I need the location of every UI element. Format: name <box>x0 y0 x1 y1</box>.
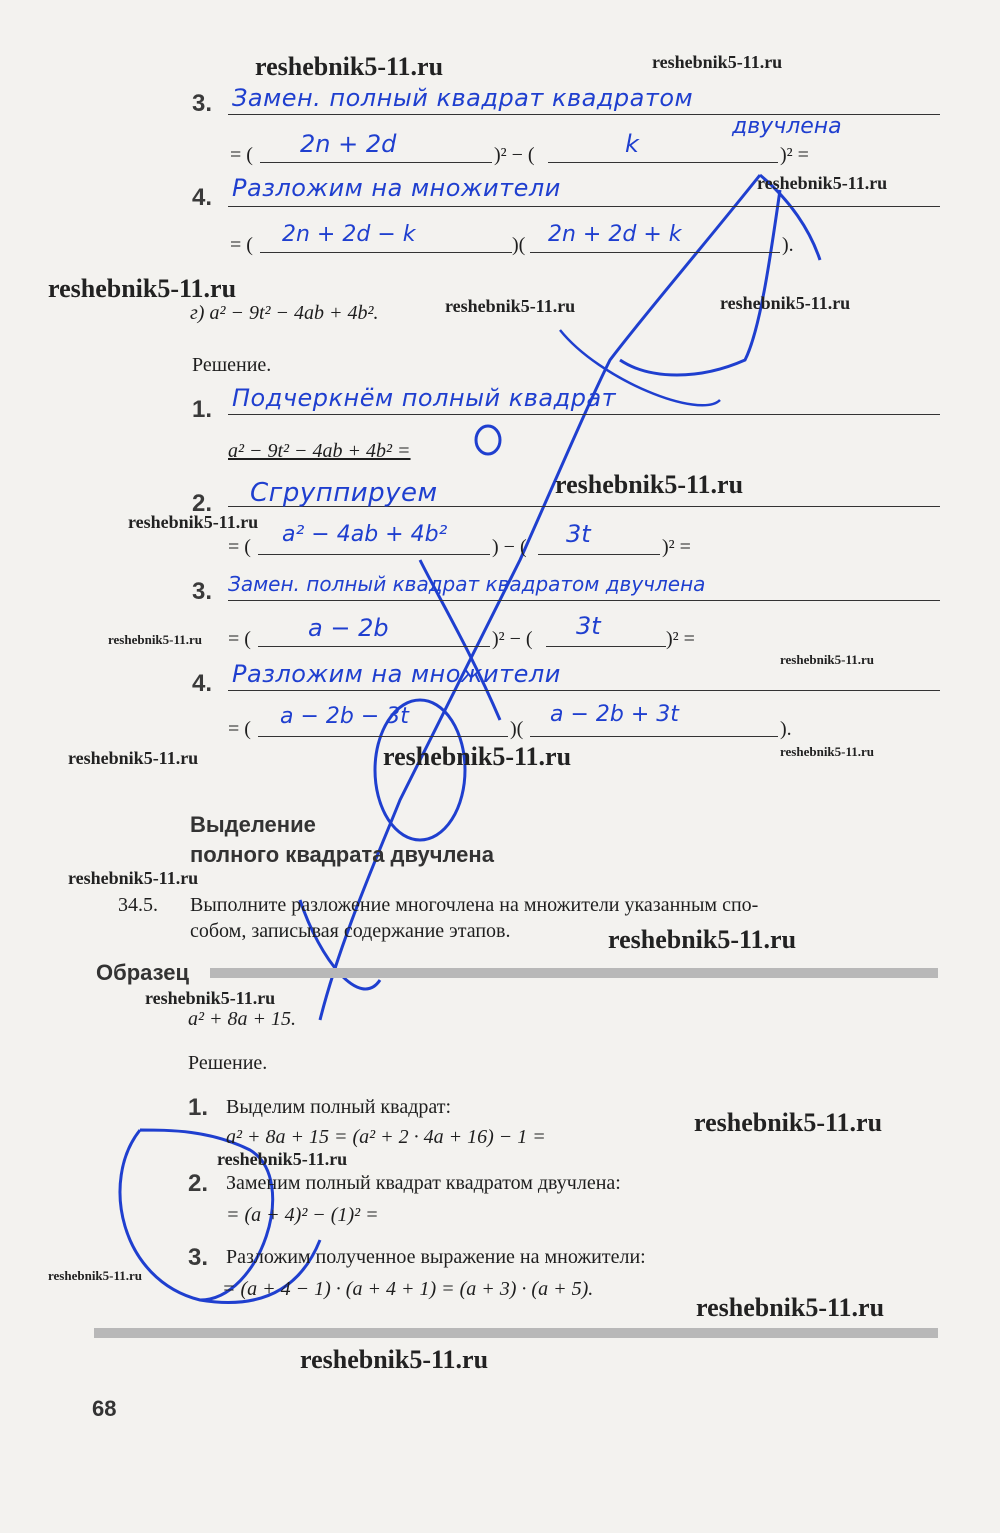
fill-line <box>258 736 508 737</box>
watermark: reshebnik5-11.ru <box>696 1293 885 1322</box>
step-number: 4. <box>192 670 213 697</box>
equation-close: )² = <box>662 536 691 558</box>
sample-bottom-band <box>94 1328 938 1338</box>
watermark: reshebnik5-11.ru <box>445 296 576 316</box>
step-number: 2. <box>192 490 213 517</box>
handwritten-answer: Сгруппируем <box>250 478 438 508</box>
solution-label: Решение. <box>192 354 272 376</box>
watermark: reshebnik5-11.ru <box>145 988 276 1008</box>
watermark: reshebnik5-11.ru <box>694 1108 883 1137</box>
watermark: reshebnik5-11.ru <box>128 512 259 532</box>
section-title: Выделение <box>190 812 316 837</box>
equation-close: ). <box>780 718 792 740</box>
handwritten-answer: Разложим на множители <box>232 660 561 688</box>
equation-mid: )² − ( <box>492 628 533 650</box>
watermark: reshebnik5-11.ru <box>780 652 875 667</box>
handwritten-answer: Замен. полный квадрат квадратом двучлена <box>228 572 706 596</box>
step-number: 3. <box>192 578 213 605</box>
watermark: reshebnik5-11.ru <box>48 274 237 303</box>
step-expression: a² + 8a + 15 = (a² + 2 · 4a + 16) − 1 = <box>226 1126 546 1148</box>
equation-open: = ( <box>228 628 251 650</box>
fill-answer: k <box>625 130 639 158</box>
page-number: 68 <box>92 1396 117 1421</box>
watermark: reshebnik5-11.ru <box>757 173 888 193</box>
expression: a² − 9t² − 4ab + 4b² = <box>228 440 411 462</box>
solution-label: Решение. <box>188 1052 268 1074</box>
watermark: reshebnik5-11.ru <box>217 1149 348 1169</box>
fill-line <box>538 554 660 555</box>
watermark: reshebnik5-11.ru <box>68 748 199 768</box>
handwritten-answer: Разложим на множители <box>232 174 561 202</box>
fill-answer: 3t <box>576 612 601 640</box>
watermark: reshebnik5-11.ru <box>383 742 572 771</box>
fill-answer: a − 2b − 3t <box>280 704 409 729</box>
equation-open: = ( <box>228 536 251 558</box>
task-text: Выполните разложение многочлена на множители указанным спо- <box>190 894 759 916</box>
answer-line <box>228 414 940 415</box>
fill-answer: 2n + 2d + k <box>548 222 682 247</box>
step-number: 4. <box>192 184 213 211</box>
fill-line <box>258 554 490 555</box>
watermark: reshebnik5-11.ru <box>555 470 744 499</box>
watermark: reshebnik5-11.ru <box>48 1268 143 1283</box>
equation-close: ). <box>782 234 794 256</box>
fill-answer: a² − 4ab + 4b² <box>282 522 448 547</box>
watermark: reshebnik5-11.ru <box>255 52 444 81</box>
step-number: 1. <box>192 396 213 423</box>
handwritten-answer: Замен. полный квадрат квадратом <box>232 84 694 112</box>
step-text: Выделим полный квадрат: <box>226 1096 452 1118</box>
task-expression: г) a² − 9t² − 4ab + 4b². <box>190 302 379 324</box>
equation-close: )² = <box>780 144 809 166</box>
watermark: reshebnik5-11.ru <box>780 744 875 759</box>
section-title: полного квадрата двучлена <box>190 842 494 867</box>
answer-line <box>228 690 940 691</box>
sample-band <box>210 968 938 978</box>
fill-answer: 2n + 2d − k <box>282 222 416 247</box>
step-expression: = (a + 4 − 1) · (a + 4 + 1) = (a + 3) · (a + 5). <box>222 1278 594 1300</box>
sample-expression: a² + 8a + 15. <box>188 1008 296 1030</box>
handwritten-answer: двучлена <box>732 114 842 139</box>
equation-open: = ( <box>230 144 253 166</box>
equation-close: )² = <box>666 628 695 650</box>
handwritten-answer: Подчеркнём полный квадрат <box>232 384 617 412</box>
equation-mid: )( <box>512 234 526 256</box>
watermark: reshebnik5-11.ru <box>652 52 783 72</box>
fill-answer: 3t <box>566 520 591 548</box>
equation-open: = ( <box>228 718 251 740</box>
step-number: 2. <box>188 1170 209 1197</box>
equation-open: = ( <box>230 234 253 256</box>
fill-line <box>530 252 780 253</box>
fill-line <box>546 646 666 647</box>
answer-line <box>228 600 940 601</box>
step-expression: = (a + 4)² − (1)² = <box>226 1204 379 1226</box>
equation-mid: )( <box>510 718 524 740</box>
step-text: Разложим полученное выражение на множители: <box>226 1246 646 1268</box>
watermark: reshebnik5-11.ru <box>300 1345 489 1374</box>
watermark: reshebnik5-11.ru <box>720 293 851 313</box>
fill-answer: 2n + 2d <box>300 130 397 158</box>
step-number: 3. <box>188 1244 209 1271</box>
fill-line <box>260 162 492 163</box>
sample-label: Образец <box>96 960 195 986</box>
step-number: 3. <box>192 90 213 117</box>
equation-mid: )² − ( <box>494 144 535 166</box>
fill-line <box>548 162 778 163</box>
watermark: reshebnik5-11.ru <box>608 925 797 954</box>
equation-mid: ) − ( <box>492 536 527 558</box>
fill-answer: a − 2b + 3t <box>550 702 679 727</box>
watermark: reshebnik5-11.ru <box>108 632 203 647</box>
step-number: 1. <box>188 1094 209 1121</box>
task-number: 34.5. <box>118 894 158 916</box>
answer-line <box>228 206 940 207</box>
fill-line <box>260 252 512 253</box>
step-text: Заменим полный квадрат квадратом двучлена: <box>226 1172 621 1194</box>
fill-answer: a − 2b <box>308 614 389 642</box>
fill-line <box>530 736 778 737</box>
fill-line <box>258 646 490 647</box>
task-text: собом, записывая содержание этапов. <box>190 920 511 942</box>
watermark: reshebnik5-11.ru <box>68 868 199 888</box>
